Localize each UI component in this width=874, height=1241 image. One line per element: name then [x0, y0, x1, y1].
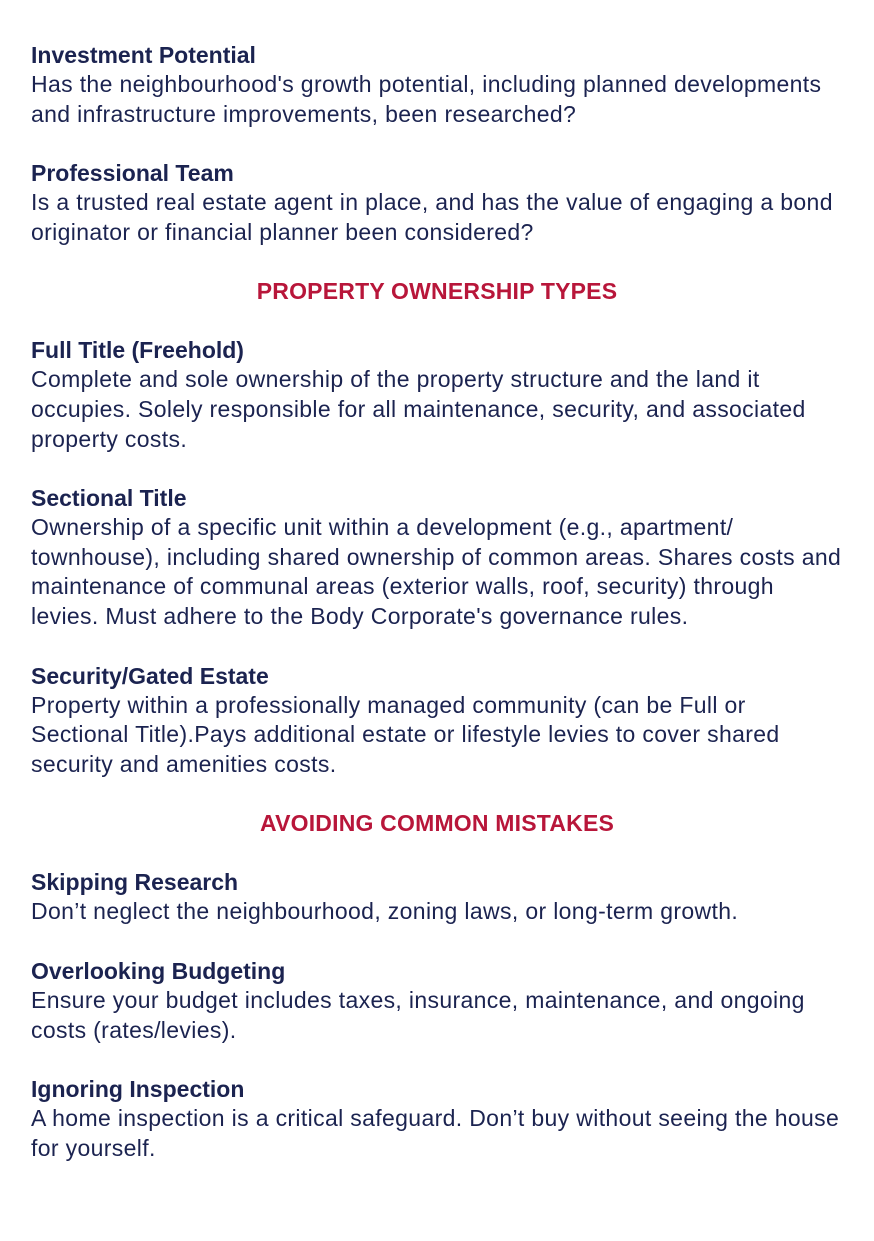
item-ignoring-inspection: [31, 1074, 843, 1163]
item-overlooking-budgeting: [31, 956, 843, 1045]
item-title: Ignoring Inspection: [31, 1076, 245, 1103]
item-body: Is a trusted real estate agent in place, and has the value of engaging a bond originator or financial planner been considered?: [31, 189, 833, 245]
item-title: Overlooking Budgeting: [31, 957, 286, 984]
section-heading-ownership-types: PROPERTY OWNERSHIP TYPES: [256, 278, 618, 305]
section-heading-common-mistakes: AVOIDING COMMON MISTAKES: [259, 810, 615, 837]
item-professional-team: [31, 158, 843, 247]
item-investment-potential: [31, 40, 843, 129]
item-body: Has the neighbourhood's growth potential, including planned developments and infrastructure improvements, been researched?: [31, 71, 822, 127]
item-title: Professional Team: [31, 160, 234, 187]
item-title: Sectional Title: [31, 485, 187, 512]
item-body: Ensure your budget includes taxes, insurance, maintenance, and ongoing costs (rates/levies).: [31, 986, 805, 1043]
item-full-title: [31, 335, 843, 454]
item-skipping-research: [31, 867, 843, 927]
item-body: Complete and sole ownership of the property structure and the land it occupies. Solely responsible for all maintenance, security, and associated property costs.: [31, 366, 806, 452]
item-title: Full Title (Freehold): [31, 337, 244, 364]
item-title: Investment Potential: [31, 42, 256, 68]
item-sectional-title: [31, 483, 843, 631]
item-body: Property within a professionally managed community (can be Full or Sectional Title).Pays additional estate or lifestyle levies to cover shared security and amenities costs.: [31, 691, 780, 777]
item-body: Ownership of a specific unit within a development (e.g., apartment/ townhouse), including shared ownership of common areas. Shares costs and maintenance of communal areas (exterior walls, roof, security) through levies. Must adhere to the Body Corporate's governance rules.: [31, 514, 842, 629]
item-title: Security/Gated Estate: [31, 662, 269, 689]
item-title: Skipping Research: [31, 869, 239, 896]
item-security-gated-estate: [31, 661, 843, 780]
item-body: Don’t neglect the neighbourhood, zoning laws, or long-term growth.: [31, 898, 739, 925]
item-body: A home inspection is a critical safeguard. Don’t buy without seeing the house for yourself.: [31, 1105, 840, 1161]
